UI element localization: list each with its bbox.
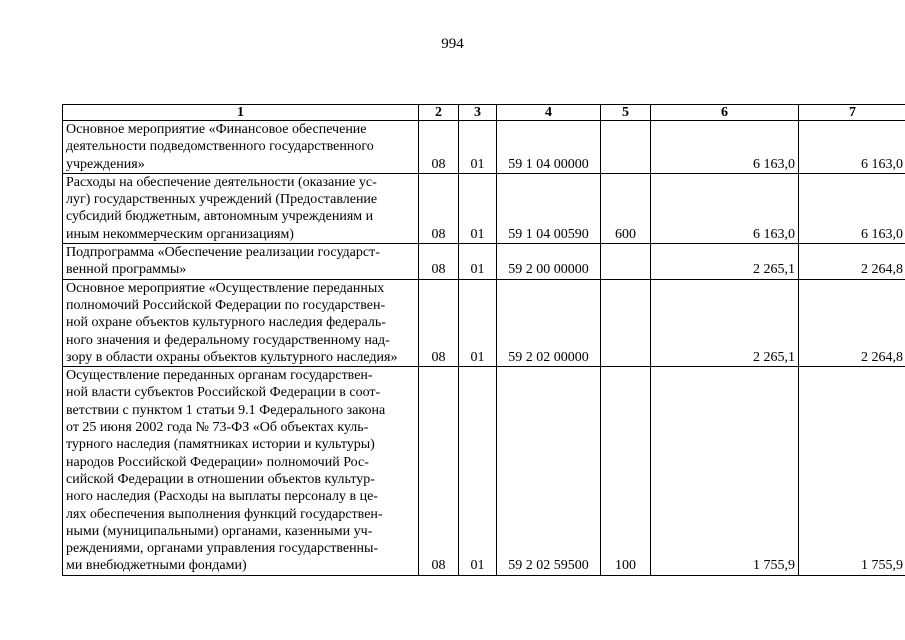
description-line: ной охране объектов культурного наследия федераль- (66, 315, 386, 331)
header-col-6: 6 (651, 105, 799, 121)
header-col-2: 2 (419, 105, 459, 121)
amount-col7-cell: 1 755,9 (799, 367, 905, 576)
target-article-cell: 59 1 04 00590 (497, 173, 601, 243)
row-description (63, 173, 419, 243)
section-cell: 08 (419, 279, 459, 366)
expense-type-cell (601, 244, 651, 280)
expense-type-cell: 100 (601, 367, 651, 576)
row-description (63, 121, 419, 174)
description-line: Основное мероприятие «Финансовое обеспечение (66, 122, 367, 137)
description-line: учреждения» (66, 156, 145, 172)
description-line: ной власти субъектов Российской Федерации в соот- (66, 385, 381, 401)
amount-col7-cell: 2 264,8 (799, 279, 905, 366)
page-number: 994 (441, 36, 464, 52)
target-article-cell: 59 2 02 59500 (497, 367, 601, 576)
description-line: ного наследия (Расходы на выплаты персоналу в це- (66, 489, 378, 505)
row-description (63, 367, 419, 576)
description-line: ными (муниципальными) органами, казенными уч- (66, 523, 373, 539)
amount-col6-cell: 6 163,0 (651, 173, 799, 243)
section-cell: 08 (419, 121, 459, 174)
amount-col6-cell: 2 265,1 (651, 279, 799, 366)
description-line: ного значения и федеральному государственному над- (66, 332, 390, 348)
header-col-4: 4 (497, 105, 601, 121)
header-col-1: 1 (63, 105, 419, 121)
target-article-cell: 59 2 02 00000 (497, 279, 601, 366)
description-line: субсидий бюджетным, автономным учреждениям и (66, 209, 374, 225)
amount-col7-cell: 6 163,0 (799, 173, 905, 243)
table-row (63, 244, 905, 280)
description-line: Подпрограмма «Обеспечение реализации государст- (66, 245, 380, 261)
description-line: народов Российской Федерации» полномочий Рос- (66, 454, 369, 470)
amount-col6-cell: 2 265,1 (651, 244, 799, 280)
description-line: лях обеспечения выполнения функций государствен- (66, 506, 383, 522)
table-row (63, 173, 905, 243)
amount-col7-cell: 2 264,8 (799, 244, 905, 280)
section-cell: 08 (419, 173, 459, 243)
expense-type-cell: 600 (601, 173, 651, 243)
table-row (63, 279, 905, 366)
row-description (63, 279, 419, 366)
table-header-row (63, 105, 905, 121)
subsection-cell: 01 (459, 173, 497, 243)
amount-col6-cell: 1 755,9 (651, 367, 799, 576)
header-col-7: 7 (799, 105, 905, 121)
description-line: ветствии с пунктом 1 статьи 9.1 Федерального закона (66, 402, 386, 418)
subsection-cell: 01 (459, 367, 497, 576)
description-line: луг) государственных учреждений (Предоставление (66, 192, 378, 208)
expense-type-cell (601, 279, 651, 366)
subsection-cell: 01 (459, 121, 497, 174)
description-line: Основное мероприятие «Осуществление переданных (66, 280, 385, 296)
description-line: венной программы» (66, 262, 187, 278)
description-line: турного наследия (памятниках истории и культуры) (66, 437, 375, 453)
header-col-3: 3 (459, 105, 497, 121)
description-line: деятельности подведомственного государственного (66, 139, 374, 155)
budget-table (62, 104, 905, 576)
description-line: от 25 июня 2002 года № 73-ФЗ «Об объектах куль- (66, 420, 369, 436)
description-line: Осуществление переданных органам государствен- (66, 368, 373, 384)
table-row (63, 121, 905, 174)
target-article-cell: 59 2 00 00000 (497, 244, 601, 280)
description-line: полномочий Российской Федерации по государствен- (66, 297, 386, 313)
description-line: сийской Федерации в отношении объектов культур- (66, 471, 375, 487)
header-col-5: 5 (601, 105, 651, 121)
description-line: Расходы на обеспечение деятельности (оказание ус- (66, 174, 377, 190)
description-line: зору в области охраны объектов культурного наследия» (66, 349, 398, 365)
table-row (63, 367, 905, 576)
description-line: реждениями, органами управления государственны- (66, 541, 379, 557)
expense-type-cell (601, 121, 651, 174)
amount-col7-cell: 6 163,0 (799, 121, 905, 174)
amount-col6-cell: 6 163,0 (651, 121, 799, 174)
description-line: ми внебюджетными фондами) (66, 558, 247, 574)
target-article-cell: 59 1 04 00000 (497, 121, 601, 174)
subsection-cell: 01 (459, 279, 497, 366)
subsection-cell: 01 (459, 244, 497, 280)
section-cell: 08 (419, 244, 459, 280)
row-description (63, 244, 419, 280)
description-line: иным некоммерческим организациям) (66, 226, 294, 242)
section-cell: 08 (419, 367, 459, 576)
